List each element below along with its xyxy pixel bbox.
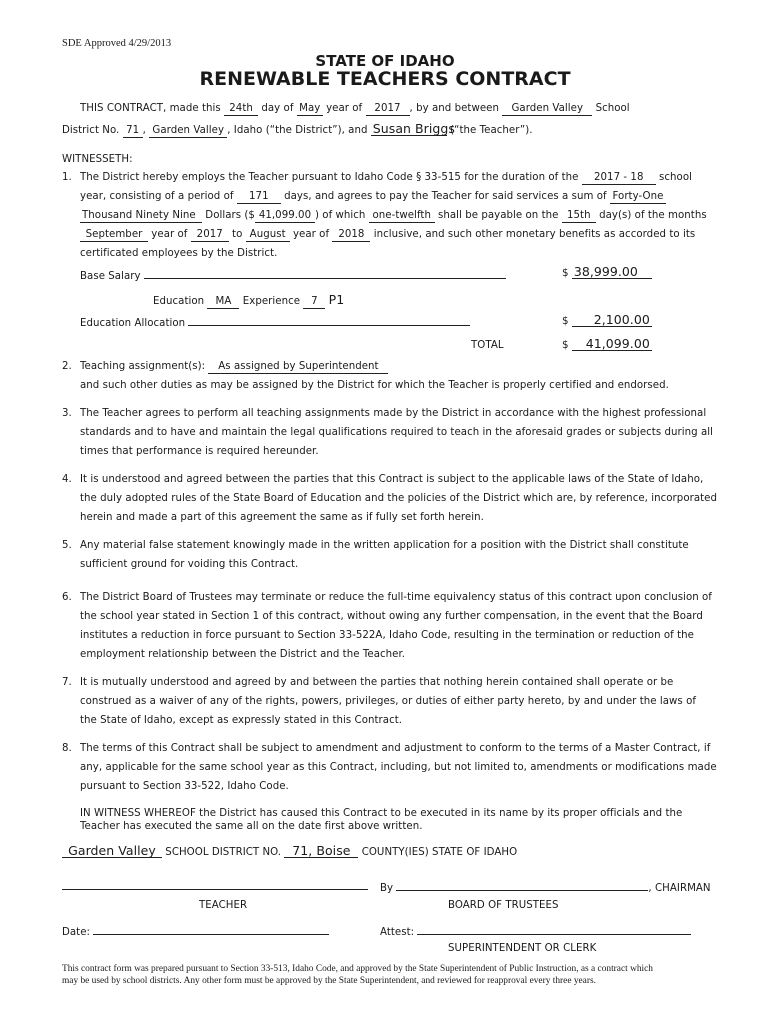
intro-text-5: School [595,103,630,114]
section-1-line-2 [80,191,666,204]
section-3-line-3: times that performance is required hereunder. [80,446,319,457]
amount-words-field-2[interactable]: Thousand Ninety Nine [80,210,202,223]
section-3-number: 3. [62,408,72,419]
witness-line-2: Teacher has executed the same all on the date first above written. [80,821,423,832]
section-8-line-2: any, applicable for the same school year as this Contract, including, but not limited to, amendments or modifications made [80,762,717,773]
portion-field[interactable]: one-twelfth [369,210,435,223]
district-number-county-field[interactable]: 71, Boise [284,845,358,858]
section-2-line-1 [80,361,388,374]
s1-text-a1: The District hereby employs the Teacher pursuant to Idaho Code § 33-515 for the duration of the [80,172,579,183]
s1-text-c1: Dollars ($ [205,210,255,221]
education-allocation-row [80,315,470,329]
s2-text-a1: Teaching assignment(s): [80,361,206,372]
board-label: BOARD OF TRUSTEES [448,900,559,911]
by-label: By [380,883,394,894]
footer-line-2: may be used by school districts. Any other form must be approved by the State Superintendent, and reviewed for reapproval every three years. [62,976,596,986]
section-1-line-4 [80,229,695,242]
education-allocation-label: Education Allocation [80,318,186,329]
section-4-line-1: It is understood and agreed between the parties that this Contract is subject to the applicable laws of the State of Idaho, [80,474,704,485]
intro-text-8: , Idaho (“the District”), and [227,125,368,136]
s1-text-d1: year of [151,229,188,240]
intro-text-1: THIS CONTRACT, made this [80,103,221,114]
section-3-line-2: standards and to have and maintain the legal qualifications required to teach in the aforesaid grades or subjects during all [80,427,714,438]
assignment-field[interactable]: As assigned by Superintendent [208,361,388,374]
base-salary-row [80,268,506,282]
district-no-field[interactable]: 71 [123,125,143,138]
by-row [380,880,711,894]
chairman-label: , CHAIRMAN [648,883,711,894]
s1-text-a2: school [659,172,692,183]
contract-title: RENEWABLE TEACHERS CONTRACT [199,68,571,90]
experience-label: Experience [242,296,301,307]
superintendent-label: SUPERINTENDENT OR CLERK [448,943,597,954]
s1-text-b1: year, consisting of a period of [80,191,234,202]
section-8-number: 8. [62,743,72,754]
intro-line-1 [80,103,630,116]
s1-text-d4: inclusive, and such other monetary benefits as accorded to its [373,229,696,240]
section-8-line-1: The terms of this Contract shall be subject to amendment and adjustment to conform to the terms of a Master Contract, if [80,743,711,754]
section-1-line-5: certificated employees by the District. [80,248,278,259]
start-month-field[interactable]: September [80,229,148,242]
intro-text-9: (“the Teacher”). [450,125,533,136]
witnesseth-label: WITNESSETH: [62,154,133,165]
section-5-number: 5. [62,540,72,551]
section-8-line-3: pursuant to Section 33-522, Idaho Code. [80,781,289,792]
end-year-field[interactable]: 2018 [332,229,370,242]
section-2-number: 2. [62,361,72,372]
date-line[interactable] [93,924,329,935]
section-2-line-2: and such other duties as may be assigned by the District for which the Teacher is properly certified and endorsed. [80,380,669,391]
intro-text-3: year of [326,103,363,114]
s1-text-d3: year of [292,229,330,240]
base-salary-amount [562,266,652,279]
dollar-sign: $ [562,316,569,327]
section-4-line-3: herein and made a part of this agreement the same as if fully set forth herein. [80,512,484,523]
dollar-sign: $ [562,340,569,351]
base-salary-label: Base Salary [80,271,141,282]
education-allocation-amount [562,314,652,327]
intro-text-6: District No. [62,125,120,136]
s1-text-d2: to [232,229,243,240]
footer-line-1: This contract form was prepared pursuant to Section 33-513, Idaho Code, and approved by the State Superintendent of Public Instruction, as a contract which [62,964,653,974]
section-6-line-1: The District Board of Trustees may terminate or reduce the full-time equivalency status of this contract upon conclusion of [80,592,712,603]
chairman-signature-line[interactable] [396,880,648,891]
experience-field[interactable]: 7 [303,296,325,309]
section-6-number: 6. [62,592,72,603]
intro-text-4: , by and between [409,103,499,114]
total-label: TOTAL [471,340,504,351]
section-5-line-2: sufficient ground for voiding this Contract. [80,559,299,570]
s1-text-b2: days, and agrees to pay the Teacher for said services a sum of [284,191,607,202]
section-3-line-1: The Teacher agrees to perform all teaching assignments made by the District in accordance with the highest professional [80,408,707,419]
days-field[interactable]: 171 [237,191,281,204]
section-7-line-1: It is mutually understood and agreed by and between the parties that nothing herein contained shall operate or be [80,677,674,688]
intro-text-7: , [142,125,146,136]
date-row [62,924,329,938]
year-field[interactable]: 2017 [366,103,410,116]
dollar-sign: $ [562,268,569,279]
section-1-number: 1. [62,172,72,183]
district-line-text-1: SCHOOL DISTRICT NO. [165,847,282,858]
section-4-line-2: the duly adopted rules of the State Board of Education and the policies of the District which are, by reference, incorporated [80,493,718,504]
s1-text-c2: ) of which [314,210,366,221]
education-label: Education [153,296,205,307]
section-6-line-3: institutes a reduction in force pursuant to Section 33-522A, Idaho Code, resulting in the termination or reduction of the [80,630,694,641]
section-7-line-2: construed as a waiver of any of the rights, powers, privileges, or duties of either party hereto, by and under the laws of [80,696,696,707]
amount-number-field[interactable]: 41,099.00 [255,210,315,223]
teacher-signature-line[interactable] [62,879,368,890]
date-label: Date: [62,927,91,938]
base-salary-field[interactable]: 38,999.00 [572,266,652,279]
section-1-line-3 [80,210,707,223]
base-salary-leader [144,268,506,279]
district-line-text-2: COUNTY(IES) STATE OF IDAHO [361,847,518,858]
intro-line-2 [62,123,533,138]
day-field[interactable]: 24th [224,103,258,116]
end-month-field[interactable]: August [246,229,290,242]
total-amount [562,338,652,351]
amount-words-field-1[interactable]: Forty-One [610,191,666,204]
intro-text-2: day of [261,103,294,114]
total-field[interactable]: 41,099.00 [572,338,652,351]
witness-line-1: IN WITNESS WHEREOF the District has caused this Contract to be executed in its name by its proper officials and the [80,808,683,819]
attest-label: Attest: [380,927,415,938]
experience-extra: P1 [328,292,345,307]
section-5-line-1: Any material false statement knowingly made in the written application for a position with the District shall constitute [80,540,689,551]
state-title: STATE OF IDAHO [315,52,455,70]
education-field[interactable]: MA [207,296,239,309]
start-year-field[interactable]: 2017 [191,229,229,242]
attest-row [380,924,691,938]
month-field[interactable]: May [297,103,323,116]
s1-text-c4: day(s) of the months [599,210,707,221]
education-experience-row [153,292,344,309]
education-allocation-field[interactable]: 2,100.00 [572,314,652,327]
section-6-line-2: the school year stated in Section 1 of this contract, without owing any further compensation, in the event that the Board [80,611,703,622]
district-name-field[interactable]: Garden Valley [149,125,227,138]
education-allocation-leader [188,315,470,326]
section-4-number: 4. [62,474,72,485]
s1-text-c3: shall be payable on the [438,210,559,221]
district-name-signature-field[interactable]: Garden Valley [62,845,162,858]
teacher-name-field[interactable]: Susan Briggs [372,121,455,136]
section-7-number: 7. [62,677,72,688]
district-signature-line [62,845,517,858]
attest-line[interactable] [417,924,691,935]
school-field[interactable]: Garden Valley [502,103,592,116]
section-6-line-4: employment relationship between the District and the Teacher. [80,649,406,660]
section-7-line-3: the State of Idaho, except as expressly stated in this Contract. [80,715,403,726]
teacher-label: TEACHER [199,900,248,911]
section-1-line-1 [80,172,692,185]
school-year-field[interactable]: 2017 - 18 [582,172,656,185]
approval-note: SDE Approved 4/29/2013 [62,38,172,49]
pay-day-field[interactable]: 15th [562,210,596,223]
